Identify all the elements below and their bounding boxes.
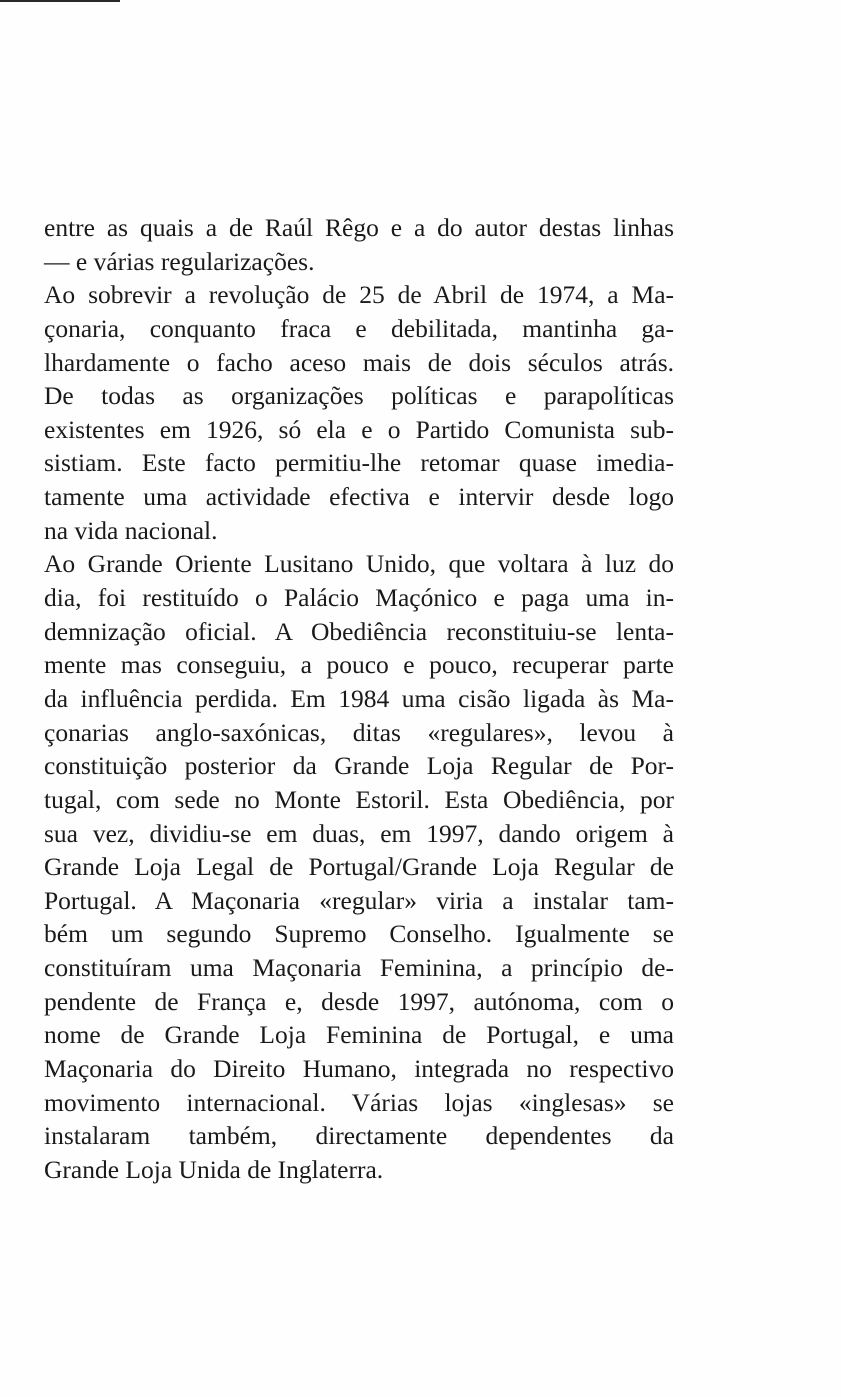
text-line: sistiam. Este facto permitiu-lhe retomar quase imedia- xyxy=(44,448,674,478)
body-text xyxy=(44,211,674,1187)
text-line: — e várias regularizações. xyxy=(44,246,315,276)
text-line: da influência perdida. Em 1984 uma cisão ligada às Ma- xyxy=(44,683,674,713)
text-line: constituíram uma Maçonaria Feminina, a princípio de- xyxy=(44,953,674,983)
text-line: çonaria, conquanto fraca e debilitada, mantinha ga- xyxy=(44,313,674,343)
text-line: nome de Grande Loja Feminina de Portugal, e uma xyxy=(44,1020,674,1050)
text-line: demnização oficial. A Obediência reconstituiu-se lenta- xyxy=(44,616,674,646)
text-line: constituição posterior da Grande Loja Regular de Por- xyxy=(44,751,674,781)
text-line: instalaram também, directamente dependentes da xyxy=(44,1121,674,1151)
page-edge-rule xyxy=(0,0,120,2)
text-line: bém um segundo Supremo Conselho. Igualmente se xyxy=(44,919,674,949)
text-line: Maçonaria do Direito Humano, integrada no respectivo xyxy=(44,1054,674,1084)
text-line: Ao Grande Oriente Lusitano Unido, que voltara à luz do xyxy=(44,549,674,579)
text-line: Grande Loja Unida de Inglaterra. xyxy=(44,1154,384,1184)
text-line: entre as quais a de Raúl Rêgo e a do autor destas linhas xyxy=(44,213,674,242)
text-line: na vida nacional. xyxy=(44,515,218,545)
text-line: movimento internacional. Várias lojas «inglesas» se xyxy=(44,1087,674,1117)
text-line: mente mas conseguiu, a pouco e pouco, recuperar parte xyxy=(44,650,674,680)
text-line: çonarias anglo-saxónicas, ditas «regulares», levou à xyxy=(44,717,674,747)
text-line: existentes em 1926, só ela e o Partido Comunista sub- xyxy=(44,414,674,444)
text-line: tugal, com sede no Monte Estoril. Esta Obediência, por xyxy=(44,784,674,814)
text-line: sua vez, dividiu-se em duas, em 1997, dando origem à xyxy=(44,818,674,848)
text-line: De todas as organizações políticas e parapolíticas xyxy=(44,381,674,411)
text-line: dia, foi restituído o Palácio Maçónico e paga uma in- xyxy=(44,583,674,613)
text-line: pendente de França e, desde 1997, autónoma, com o xyxy=(44,986,674,1016)
text-line: Ao sobrevir a revolução de 25 de Abril de 1974, a Ma- xyxy=(44,280,674,310)
text-line: Grande Loja Legal de Portugal/Grande Loja Regular de xyxy=(44,852,674,882)
text-line: tamente uma actividade efectiva e intervir desde logo xyxy=(44,482,674,512)
text-line: lhardamente o facho aceso mais de dois séculos atrás. xyxy=(44,347,674,377)
text-line: Portugal. A Maçonaria «regular» viria a instalar tam- xyxy=(44,885,674,915)
